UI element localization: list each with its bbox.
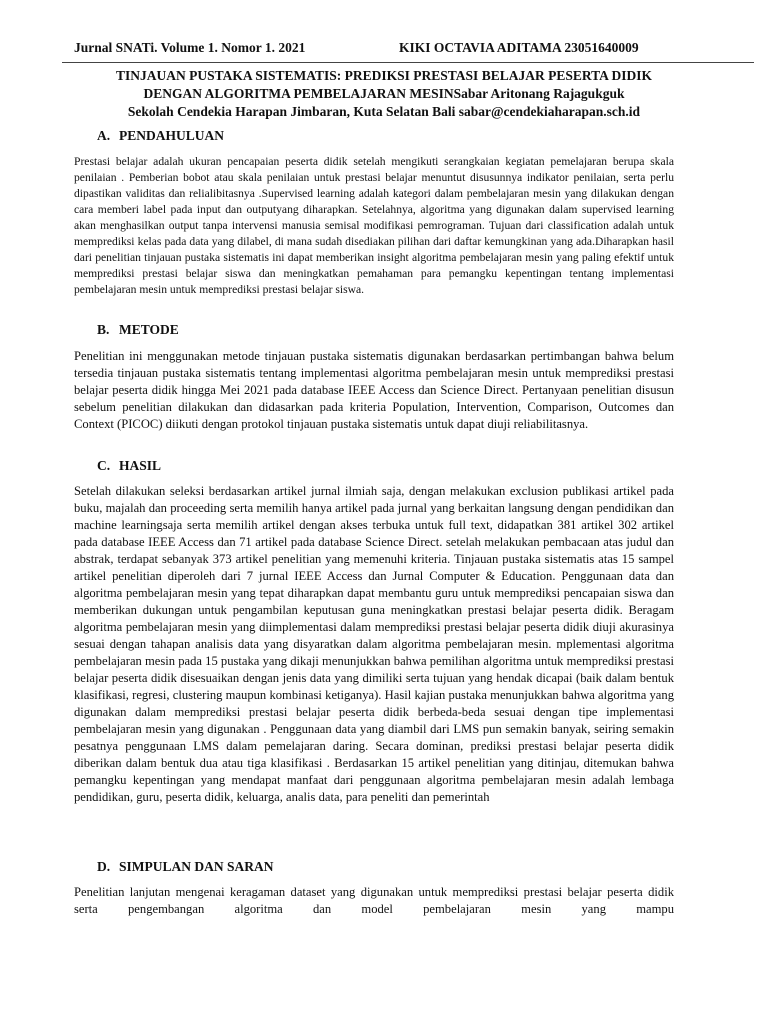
- paragraph-hasil: Setelah dilakukan seleksi berdasarkan artikel jurnal ilmiah saja, dengan melakukan exclusion publikasi artikel pada buku, majalah dan proceeding serta memilih hanya artikel pada jurnal yang berkaitan langsung dengan pendidikan dan machine learningsaja serta memilih artikel dengan akses terbuka untuk full text, didapatkan 381 artikel 302 artikel pada database IEEE Access dan 71 artikel pada database Science Direct. setelah melakukan pembacaan atas judul dan abstrak, terdapat sebanyak 373 artikel penelitian yang memenuhi kriteria. Tinjauan pustaka sistematis atas 15 sampel artikel penelitian diperoleh dari 7 jurnal IEEE Access dan Jurnal Computer & Education. Penggunaan data dan algoritma pembelajaran mesin yang tepat diharapkan dapat membantu guru untuk memprediksi pencapaian siswa dan memberikan dukungan untuk pengambilan keputusan guna meningkatkan prestasi belajar peserta didik. Beragam algoritma pembelajaran mesin yang diimplementasi dalam memprediksi prestasi belajar peserta didik diuji akurasinya sesuai dengan tahapan analisis data yang disyaratkan dalam algoritma pembelajaran mesin. mplementasi algoritma pembelajaran mesin pada 15 pustaka yang dikaji menunjukkan bahwa pemilihan algoritma untuk memprediksi prestasi belajar peserta didik disesuaikan dengan jenis data yang dimiliki serta tujuan yang hendak dicapai (baik dalam bentuk klasifikasi, regresi, clustering maupun kombinasi ketiganya). Hasil kajian pustaka menunjukkan bahwa algoritma yang digunakan dalam memprediksi prestasi belajar peserta didik berbeda-beda sesuai dengan tipe implementasi pembelajaran mesin yang digunakan . Penggunaan data yang diambil dari LMS pun semakin banyak, seiring semakin pesatnya penggunaan LMS dalam pemelajaran daring. Secara dominan, prediksi prestasi belajar peserta didik diberikan dalam bentuk dua atau tiga klasifikasi . Berdasarkan 15 artikel penelitian yang ditinjau, ditemukan bahwa pemangku kepentingan yang mendapat manfaat dari penggunaan algoritma pembelajaran mesin adalah lembaga pendidikan, guru, peserta didik, keluarga, analis data, para peneliti dan pemerintah: [74, 484, 674, 804]
- section-number: A.: [97, 128, 111, 143]
- section-heading-metode: [97, 322, 179, 338]
- section-heading-simpulan: [97, 859, 274, 875]
- paper-title-block: [74, 67, 694, 121]
- section-title: METODE: [119, 322, 179, 337]
- paragraph-pendahuluan: Prestasi belajar adalah ukuran pencapaian peserta didik setelah mengikuti serangkaian kegiatan pemelajaran berupa skala penilaian . Pemberian bobot atau skala penilaian untuk prestasi belajar menuntut disusunnya indikator penilaian, serta perlu dipastikan validitas dan relialibitasnya .Supervised learning adalah kategori dalam pembelajaran mesin yang dilakukan dengan cara memberi label pada input dan outputyang diharapkan. Setelahnya, algoritma yang digunakan dalam supervised learning akan menghasilkan output tanpa intervensi manusia semisal modifikasi pemrograman. Tujuan dari classification adalah untuk memprediksi kelas pada data yang dilabel, di mana sudah disediakan pilihan dari daftar kemungkinan yang ada.Diharapkan hasil dari penelitian tinjauan pustaka sistematis ini dapat memberikan insight algoritma pembelajaran mesin yang paling efektif untuk memprediksi prestasi belajar siswa dan meningkatkan pemahaman para pemangku kepentingan tentang implementasi pembelajaran mesin untuk memprediksi prestasi belajar siswa.: [74, 155, 674, 296]
- author-id: KIKI OCTAVIA ADITAMA 23051640009: [399, 40, 639, 55]
- paragraph-metode: Penelitian ini menggunakan metode tinjauan pustaka sistematis digunakan berdasarkan pertimbangan bahwa belum tersedia tinjauan pustaka sistematis tentang implementasi algoritma pembelajaran mesin untuk memprediksi prestasi belajar peserta didik hingga Mei 2021 pada database IEEE Access dan Science Direct. Pertanyaan penelitian disusun sebelum penelitian dilakukan dan didasarkan pada kriteria Population, Intervention, Comparison, Outcomes dan Context (PICOC) diikuti dengan protokol tinjauan pustaka sistematis untuk dapat diuji reliabilitasnya.: [74, 349, 674, 431]
- paragraph-simpulan: Penelitian lanjutan mengenai keragaman dataset yang digunakan untuk memprediksi prestasi belajar peserta didik serta pengembangan algoritma dan model pembelajaran mesin yang mampu: [74, 885, 674, 916]
- section-heading-hasil: [97, 458, 161, 474]
- section-number: B.: [97, 322, 110, 337]
- title-line-1: TINJAUAN PUSTAKA SISTEMATIS: PREDIKSI PRESTASI BELAJAR PESERTA DIDIK: [115, 68, 653, 83]
- section-title: HASIL: [119, 458, 162, 473]
- affiliation-line: Sekolah Cendekia Harapan Jimbaran, Kuta Selatan Bali sabar@cendekiaharapan.sch.id: [127, 104, 641, 119]
- section-title: PENDAHULUAN: [119, 128, 225, 143]
- section-number: D.: [97, 859, 111, 874]
- title-line-2: DENGAN ALGORITMA PEMBELAJARAN MESINSabar Aritonang Rajagukguk: [143, 86, 625, 101]
- section-title: SIMPULAN DAN SARAN: [119, 859, 274, 874]
- section-number: C.: [97, 458, 111, 473]
- section-heading-pendahuluan: [97, 128, 224, 144]
- journal-citation: Jurnal SNATi. Volume 1. Nomor 1. 2021: [74, 40, 306, 55]
- header-divider: [62, 62, 754, 63]
